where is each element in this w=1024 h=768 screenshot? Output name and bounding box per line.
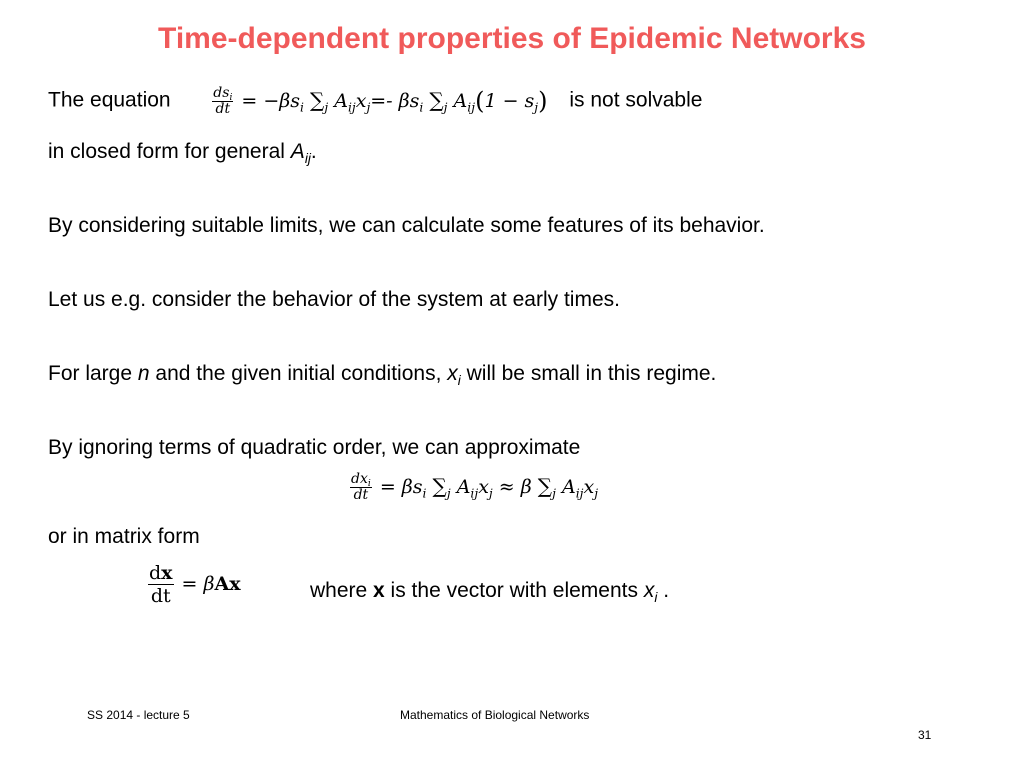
- text-quadratic-order: By ignoring terms of quadratic order, we can approximate: [48, 436, 581, 459]
- text-suitable-limits: By considering suitable limits, we can calculate some features of its behavior.: [48, 214, 765, 237]
- text-not-solvable: is not solvable: [569, 88, 703, 112]
- slide-title: Time-dependent properties of Epidemic Networks: [158, 22, 866, 55]
- text-early-times: Let us e.g. consider the behavior of the system at early times.: [48, 288, 620, 311]
- eq1-fraction: $\frac{ds_i}{dt}$: [213, 85, 233, 117]
- equation-line-1: [48, 86, 702, 117]
- page-number: 31: [918, 728, 932, 742]
- footer-lecture: SS 2014 - lecture 5: [87, 708, 190, 722]
- text-matrix-form: or in matrix form: [48, 525, 200, 548]
- text-the-equation: The equation: [48, 88, 171, 112]
- equation-1: $\frac{ds_i}{dt}$ = $-\beta s_i$ $\sum_j$ $A_{ij}x_j=-$ $\beta s_i$ $\sum_j$ $A_{ij}(1 - s_j)$: [213, 85, 548, 117]
- eq3-fraction: $\frac{dx}{dt}$: [149, 562, 173, 607]
- footer-course: Mathematics of Biological Networks: [400, 708, 590, 722]
- text-closed-form: in closed form for general $A_{ij}$.: [48, 140, 317, 166]
- text-vector-elements: where x is the vector with elements $x_i$ .: [310, 579, 670, 605]
- text-large-n: For large n and the given initial conditions, $x_i$ will be small in this regime.: [48, 362, 717, 388]
- equation-2: $\frac{dx_i}{dt}$ = $\beta s_i$ $\sum_j$ $A_{ij}x_j \approx \beta$ $\sum_j$ $A_{ij}x_j$: [351, 471, 599, 503]
- equation-3: $\frac{dx}{dt}$ = βAx: [149, 562, 241, 607]
- eq2-fraction: $\frac{dx_i}{dt}$: [351, 471, 371, 503]
